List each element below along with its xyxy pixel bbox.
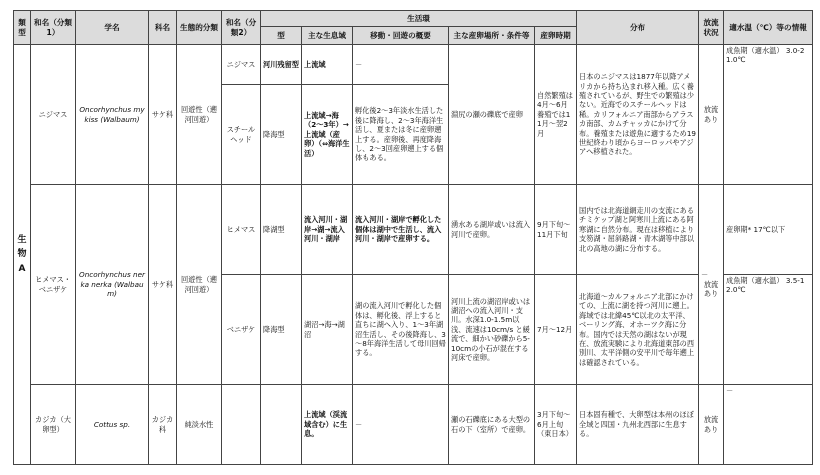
main-habitat-cell: 上流域→海（2～3年）→上流域（産卵）（⇔海洋生活） — [302, 85, 353, 185]
name1-cell: カジカ（大卵型） — [31, 385, 76, 465]
type-cell: 降海型 — [261, 85, 302, 185]
spawn-period-cell: 9月下旬～11月下旬 — [535, 185, 577, 275]
header-category: 類型 — [14, 11, 31, 45]
family-cell: サケ科 — [149, 45, 177, 185]
spawn-period-cell: 7月～12月 — [535, 275, 577, 385]
migration-cell: 流入河川・湖岸で孵化した個体は湖中で生活し、流入河川・湖岸で産卵する。 — [353, 185, 449, 275]
main-habitat-cell: 上流域（渓流域含む）に生息。 — [302, 385, 353, 465]
release-cell: 放流あり — [699, 45, 724, 185]
spawning-cell: 瀬の石礫底にある大型の石の下（室所）で産卵。 — [449, 385, 535, 465]
name1-cell: ニジマス — [31, 45, 76, 185]
table-row — [14, 385, 813, 465]
type-cell: 河川残留型 — [261, 45, 302, 85]
type-cell: 降湖型 — [261, 185, 302, 275]
distribution-cell: 日本固有種で、大卵型は本州のほぼ全域と四国・九州北西部に生息する。 — [577, 385, 699, 465]
spawn-period-cell: 3月下旬～6月上旬（東日本） — [535, 385, 577, 465]
main-habitat-cell: 湖沼→海→湖沼 — [302, 275, 353, 385]
migration-cell: 孵化後2～3年淡水生活した後に降海し、2～3年海洋生活し、夏または冬に産卵遡上する。産卵後、再度降海し、2～3回産卵遡上する個体もある。 — [353, 85, 449, 185]
name2-cell — [222, 385, 261, 465]
spawning-cell: 河川上流の湖沼岸或いは湖沼への流入河川・支川。水深1.0-1.5m以浅、流速は10cm/s と緩流で、細かい砂礫から5-10cmの小石が混在する河床で産卵。 — [449, 275, 535, 385]
type-cell: 降海型 — [261, 275, 302, 385]
category-cell: 生物A — [14, 45, 31, 465]
life-class-cell: 回遊性（遡河回遊） — [177, 185, 222, 385]
life-class-cell: 回遊性（遡河回遊） — [177, 45, 222, 185]
name2-cell: スチールヘッド — [222, 85, 261, 185]
temperature-value: 3.5-12.0℃ — [726, 276, 805, 295]
type-cell — [261, 385, 302, 465]
species-table — [13, 10, 813, 465]
header-migration: 移動・回遊の概要 — [353, 27, 449, 45]
migration-cell: 湖の流入河川で孵化した個体は、孵化後、浮上すると直ちに湖へ入り、1～3年湖沼生活し、その後降海し、3～8年海洋生活して母川回帰する。 — [353, 275, 449, 385]
temperature-value: 17℃以下 — [753, 224, 786, 234]
release-mark: － — [701, 270, 709, 280]
distribution-cell: 国内では北海道網走川の支流にあるチミケップ湖と阿寒川上流にある阿寒湖に自然分布。現在は移植により支笏湖・屈斜路湖・青木湖等中部以北の高地の湖に分布する。 — [577, 185, 699, 275]
release-cell — [699, 185, 724, 385]
header-type: 型 — [261, 27, 302, 45]
migration-cell: － — [353, 385, 449, 465]
header-habitat: 生活環 — [261, 11, 577, 27]
name1-cell: ヒメマス・ベニザケ — [31, 185, 76, 385]
temperature-note: 成魚期（適水温） — [726, 276, 784, 285]
temperature-note: 成魚期（適水温） — [726, 46, 784, 55]
header-name1: 和名（分類1） — [31, 11, 76, 45]
temperature-note: 産卵期* — [726, 224, 752, 234]
migration-cell: － — [353, 45, 449, 85]
header-main-habitat: 主な生息域 — [302, 27, 353, 45]
header-temperature: 適水温（℃）等の情報 — [724, 11, 813, 45]
life-class-cell: 純淡水性 — [177, 385, 222, 465]
family-cell: カジカ科 — [149, 385, 177, 465]
temperature-cell: － — [724, 385, 813, 465]
header-name2: 和名（分類2） — [222, 11, 261, 45]
release-value: 放流あり — [703, 279, 719, 299]
temperature-cell — [724, 275, 813, 385]
temperature-value: 3.0-21.0℃ — [726, 46, 805, 65]
family-cell: サケ科 — [149, 185, 177, 385]
release-cell: 放流あり — [699, 385, 724, 465]
spawning-cell: 湧水ある湖岸或いは流入河川で産卵。 — [449, 185, 535, 275]
scientific-name-cell: Oncorhynchus mykiss (Walbaum) — [76, 45, 149, 185]
name2-cell: ニジマス — [222, 45, 261, 85]
header-release: 放流状況 — [699, 11, 724, 45]
table-row — [14, 185, 813, 275]
name2-cell: ベニザケ — [222, 275, 261, 385]
name2-cell: ヒメマス — [222, 185, 261, 275]
header-life-class: 生態的分類 — [177, 11, 222, 45]
header-spawning: 主な産卵場所・条件等 — [449, 27, 535, 45]
header-scientific: 学名 — [76, 11, 149, 45]
spawn-period-cell: 自然繁殖は4月～6月 養殖では11月～翌2月 — [535, 45, 577, 185]
main-habitat-cell: 流入河川・湖岸→湖→流入河川・湖岸 — [302, 185, 353, 275]
scientific-name-cell: Cottus sp. — [76, 385, 149, 465]
spawning-cell: 淵尻の瀬の礫底で産卵 — [449, 45, 535, 185]
main-habitat-cell: 上流域 — [302, 45, 353, 85]
header-spawn-period: 産卵時期 — [535, 27, 577, 45]
table-row — [14, 45, 813, 85]
temperature-cell — [724, 185, 813, 275]
distribution-cell: 日本のニジマスは1877年以降アメリカから持ち込まれ移入種。広く養殖されているが、野生での繁殖は少ない。近海でのスチールヘッドは稀。カリフォルニア南部からアラスカ南部、カムチャッカにかけて分布。養殖または遊魚に適するため19世紀終わり頃からヨーロッパやアジアへ移植された。 — [577, 45, 699, 185]
header-distribution: 分布 — [577, 11, 699, 45]
temperature-cell — [724, 45, 813, 185]
distribution-cell: 北海道～カルフォルニア北部にかけての、上流に湖を持つ河川に遡上。海域では北緯45℃以北の太平洋、ベーリング海、オホーツク海に分布。国内では天然の湖はないが現在、放流実験により北海道東部の西別川、太平洋側の安平川で毎年遡上は確認されている。 — [577, 275, 699, 385]
scientific-name-cell: Oncorhynchus nerka nerka (Walbaum) — [76, 185, 149, 385]
header-family: 科名 — [149, 11, 177, 45]
